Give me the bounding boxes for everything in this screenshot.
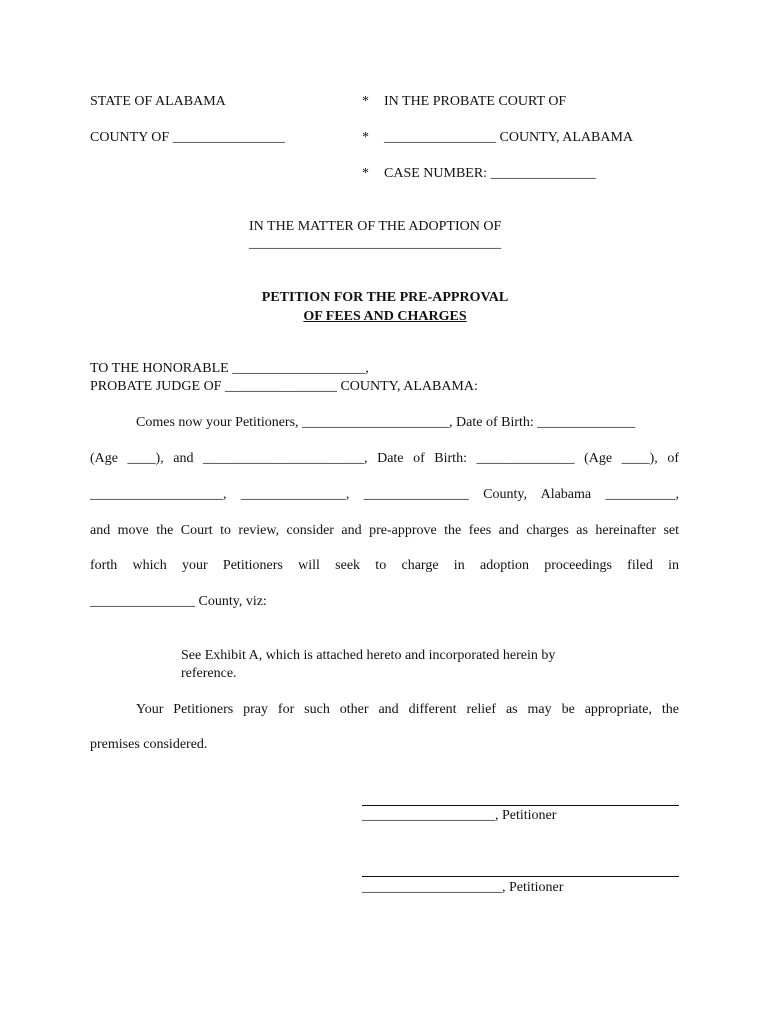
adoptee-name-line: ____________________________________ bbox=[249, 236, 501, 251]
case-number-field: CASE NUMBER: _______________ bbox=[384, 166, 596, 181]
body-line-1: Comes now your Petitioners, _____________________, Date of Birth: ______________ bbox=[136, 415, 636, 430]
court-label: IN THE PROBATE COURT OF bbox=[384, 94, 567, 109]
signature-line bbox=[362, 805, 679, 806]
body-line-2: (Age ____), and _______________________, Date of Birth: ______________ (Age ____), of bbox=[90, 451, 679, 466]
state-label: STATE OF ALABAMA bbox=[90, 94, 226, 109]
caption-star: * bbox=[362, 94, 369, 109]
body-line-3: ___________________, _______________, _______________ County, Alabama __________, bbox=[90, 487, 679, 502]
prayer-line-1: Your Petitioners pray for such other and different relief as may be appropriate, the bbox=[136, 702, 679, 717]
petitioner-signature-label: ___________________, Petitioner bbox=[362, 808, 557, 823]
body-line-6: _______________ County, viz: bbox=[90, 594, 267, 609]
exhibit-reference: See Exhibit A, which is attached hereto and incorporated herein by reference. bbox=[181, 648, 556, 681]
county-field: COUNTY OF ________________ bbox=[90, 130, 285, 145]
judge-address-line2: PROBATE JUDGE OF ________________ COUNTY, ALABAMA: bbox=[90, 379, 478, 394]
caption-star: * bbox=[362, 166, 369, 181]
petitioner-signature-label: ____________________, Petitioner bbox=[362, 880, 564, 895]
judge-address-line1: TO THE HONORABLE ___________________, bbox=[90, 361, 369, 376]
body-line-5: forth which your Petitioners will seek to charge in adoption proceedings filed in bbox=[90, 558, 679, 573]
adoption-matter-heading: IN THE MATTER OF THE ADOPTION OF bbox=[249, 219, 502, 234]
signature-line bbox=[362, 876, 679, 877]
petition-title-line2 bbox=[0, 309, 770, 325]
petition-subtitle: OF FEES AND CHARGES bbox=[303, 309, 467, 324]
petition-title: PETITION FOR THE PRE-APPROVAL bbox=[261, 290, 509, 305]
body-line-4: and move the Court to review, consider and pre-approve the fees and charges as hereinafter set bbox=[90, 523, 679, 538]
prayer-line-2: premises considered. bbox=[90, 737, 208, 752]
court-county-field: ________________ COUNTY, ALABAMA bbox=[384, 130, 634, 145]
caption-star: * bbox=[362, 130, 369, 145]
